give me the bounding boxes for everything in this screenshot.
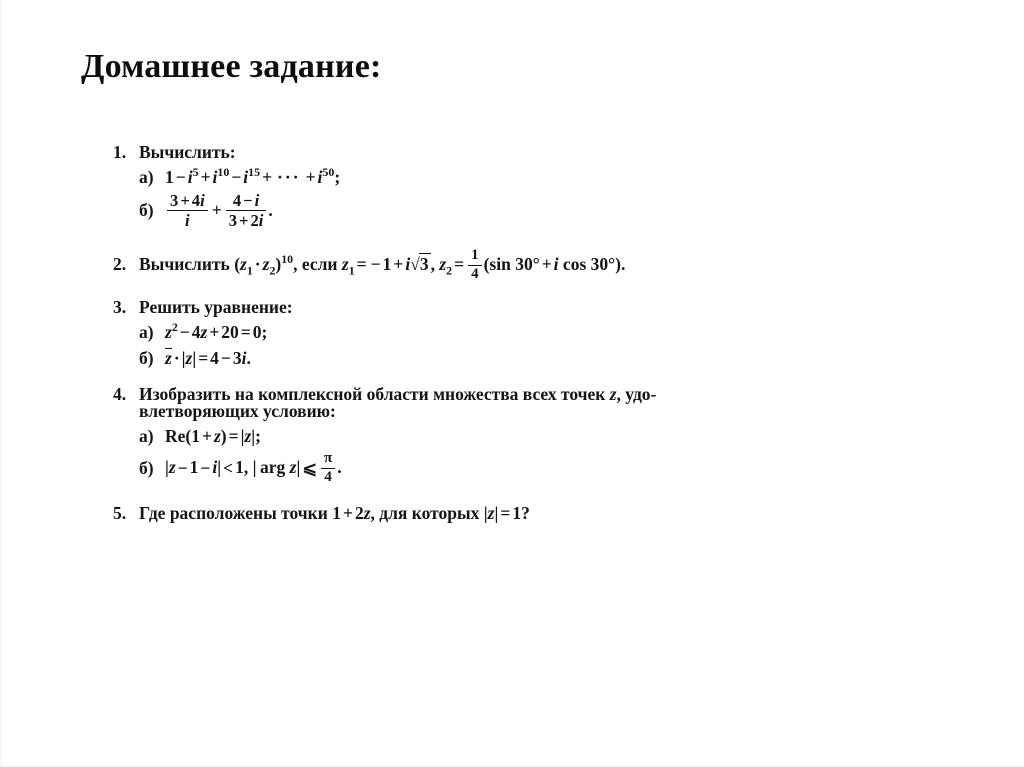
problem-list xyxy=(113,144,993,535)
problem-4-subitem-a xyxy=(139,425,993,446)
problem-4-subitem-b-label: б) xyxy=(139,457,154,478)
problem-4-subitem-b xyxy=(139,452,993,486)
problem-item-5 xyxy=(113,502,993,523)
problem-item-3 xyxy=(113,299,993,368)
problem-3-subitem-b-label: б) xyxy=(139,348,154,369)
fraction-one-quarter: $\frac{1}{4}$ xyxy=(468,248,481,282)
problem-1-subitem-b xyxy=(139,193,993,231)
problem-5-expression: 1 + 2z, xyxy=(332,502,375,523)
problem-3-heading xyxy=(113,299,993,317)
problem-1-text: Вычислить: xyxy=(139,142,236,162)
problem-4-line1-part-b: , удо- xyxy=(616,383,657,404)
problem-5-lead: Где расположены точки xyxy=(139,502,328,523)
sqrt-icon: √3 xyxy=(410,254,429,275)
fraction-4minusi-over-3plus2i: $\frac{4 - i}{3 + 2i}$ xyxy=(226,192,267,230)
problem-1-subitem-b-expression: $\frac{3 + 4i}{i}$ + $\frac{4 - i}{3 + 2i}$ . xyxy=(165,193,273,231)
page-title: Домашнее задание: xyxy=(81,48,382,85)
problem-4-text-line2: влетворяющих условию: xyxy=(139,401,336,422)
problem-2-expression-1: $(z_1 \cdot z_2)^{10}$, xyxy=(234,252,302,278)
problem-1-subitem-a-expression: $1 - i^5 + i^{10} - i^{15}$ + ··· + $i^{50}$; xyxy=(165,164,341,187)
problem-3-subitem-b xyxy=(139,348,993,368)
fraction-pi-over-4: $\frac{\pi}{4}$ xyxy=(321,451,335,485)
problem-4-line1-variable: z xyxy=(609,383,617,404)
problem-1-number: 1. xyxy=(113,142,127,162)
problem-4-line1-part-a: Изобразить на комплексной области множества всех точек xyxy=(139,383,606,404)
problem-5-mid: для которых xyxy=(379,502,480,523)
problem-5-text xyxy=(139,502,530,523)
problem-2-expression-2: $z_1$ = − 1 + i√3 , xyxy=(341,254,440,278)
problem-item-2 xyxy=(113,246,993,283)
problem-1-heading xyxy=(113,144,993,162)
problem-item-1 xyxy=(113,144,993,231)
problem-2-number: 2. xyxy=(113,254,127,275)
problem-2-expression-3: $z_2$ = $\frac{1}{4}$ (sin 30° + i cos 30°). xyxy=(439,246,626,282)
problem-3-number: 3. xyxy=(113,297,127,318)
problem-3-subitem-a xyxy=(139,319,993,342)
problem-4-number: 4. xyxy=(113,383,127,404)
problem-4-subitem-b-expression: |z − 1 − i| < 1, | arg z| ⩽ $\frac{\pi}{4}$ . xyxy=(165,450,342,486)
problem-3-subitem-a-label: а) xyxy=(139,321,154,342)
problem-5-heading xyxy=(113,502,993,523)
problem-3-subitem-a-expression: $z^2 - 4z + 20 = 0$; xyxy=(165,319,268,342)
problem-5-number: 5. xyxy=(113,502,127,523)
problem-item-4 xyxy=(113,383,993,487)
problem-1-subitem-a xyxy=(139,164,993,187)
problem-2-lead: Вычислить xyxy=(139,254,230,275)
problem-3-text: Решить уравнение: xyxy=(139,297,293,318)
conjugate-bar-icon: z xyxy=(165,348,172,369)
problem-5-condition: |z| = 1? xyxy=(483,502,530,523)
fraction-3plus4i-over-i: $\frac{3 + 4i}{i}$ xyxy=(167,192,208,230)
problem-4-subitem-a-label: а) xyxy=(139,425,154,446)
problem-2-text xyxy=(139,246,626,283)
problem-2-heading xyxy=(113,246,993,283)
problem-4-subitem-a-expression: Re(1 + z) = |z|; xyxy=(165,425,261,446)
problem-2-conjunction: если xyxy=(301,254,338,275)
problem-3-subitem-b-expression: z · |z| = 4 − 3i. xyxy=(165,348,251,369)
problem-1-subitem-b-label: б) xyxy=(139,199,154,220)
problem-1-subitem-a-label: а) xyxy=(139,166,154,187)
